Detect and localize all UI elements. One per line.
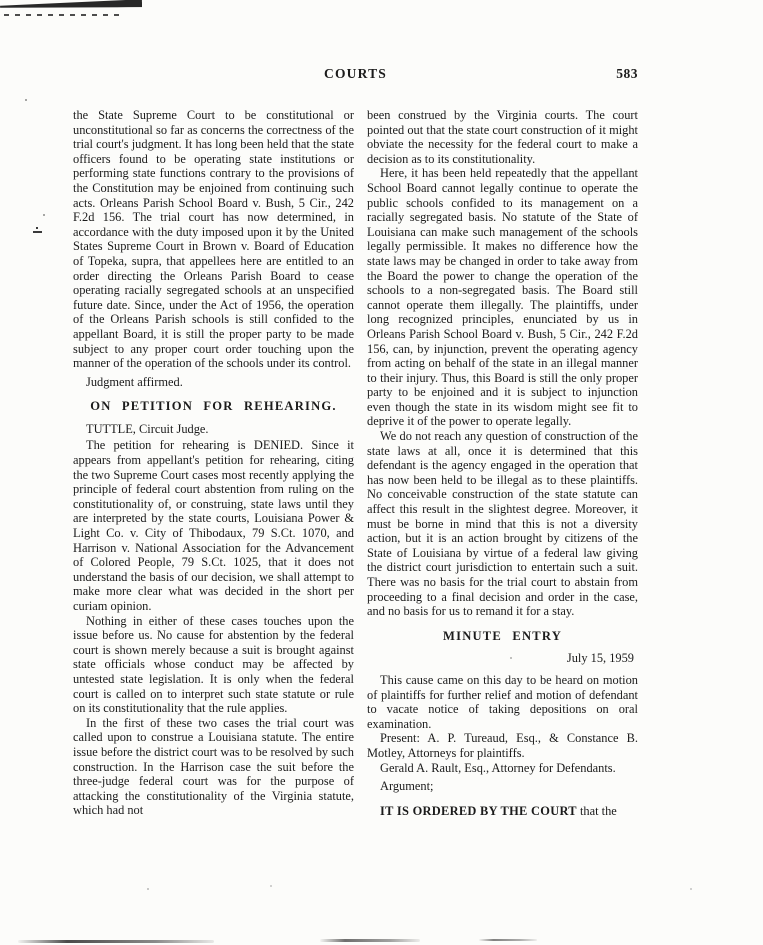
left-column xyxy=(73,108,354,818)
paragraph-ordered xyxy=(367,804,638,819)
paragraph-first-cases: In the first of these two cases the trial court was called upon to construe a Louisiana statute. The entire issue before the district court was to be resolved by such construction. In the Harrison case the suit before the three-judge federal court was for the purpose of attacking the constitutionality of the Virginia statute, which had not xyxy=(73,715,354,818)
ordered-bold-text: IT IS ORDERED BY THE COURT xyxy=(380,803,577,818)
paragraph-petition: The petition for rehearing is DENIED. Since it appears from appellant's petition for rehearing, citing the two Supreme Court cases most recently applying the principle of federal court abstention from ruling on the constitutionality of, or construing, state laws until they are interpreted by the state courts, Louisiana Power & Light Co. v. City of Thibodaux, 79 S.Ct. 1070, and Harrison v. National Association for the Advancement of Colored People, 79 S.Ct. 1025, that it does not understand the basis of our decision, we shall attempt to make more clear what was decided in the short per curiam opinion. xyxy=(73,438,354,613)
scan-bottom-smudge xyxy=(479,939,537,941)
scan-bottom-smudge xyxy=(18,940,214,943)
page-number: 583 xyxy=(616,66,638,81)
minute-entry-date: July 15, 1959 xyxy=(566,651,634,666)
judgment-line: Judgment affirmed. xyxy=(86,374,183,389)
paragraph-present: Present: A. P. Tureaud, Esq., & Constance B. Motley, Attorneys for plaintiffs. xyxy=(367,731,638,760)
minute-entry-heading: MINUTE ENTRY xyxy=(443,628,562,643)
scan-speck xyxy=(25,99,27,101)
paragraph-here: Here, it has been held repeatedly that the appellant School Board cannot legally continue to operate the public schools confided to its management on a racially segregated basis. No statute of the State of Louisiana can make such management of the schools legally permissible. It makes no difference how the state laws may be changed in order to take away from the Board the power to change the operation of the schools to a non-segregated basis. The Board still cannot operate them illegally. The plaintiffs, under long recognized principles, enunciated by us in Orleans Parish School Board v. Bush, 5 Cir., 242 F.2d 156, can, by injunction, prevent the operating agency from acting on behalf of the state in an illegal manner to their injury. Thus, this Board is still the only proper party to be enjoined and it is subject to injunction even though the state in its wisdom might see fit to deprive it of the power to operate legally. xyxy=(367,166,638,429)
paragraph-nothing: Nothing in either of these cases touches upon the issue before us. No cause for abstention by the federal court is shown merely because a suit is brought against state officials whose conduct may be affected by untested state legislation. It is only when the federal court is called on to interpret such state statute or rule on its constitutionality that the rule applies. xyxy=(73,613,354,716)
scan-speck xyxy=(270,885,272,887)
scan-margin-mark-dot xyxy=(36,227,38,229)
scan-speck xyxy=(690,888,692,890)
paragraph-this-cause: This cause came on this day to be heard on motion of plaintiffs for further relief and motion of defendant to vacate notice of taking depositions on oral examination. xyxy=(367,672,638,731)
scan-speck xyxy=(147,888,149,890)
paragraph-continuation: the State Supreme Court to be constitutional or unconstitutional so far as concerns the correctness of the trial court's judgment. It has long been held that the state officers found to be operating state institutions or performing state functions contrary to the provisions of the Constitution may be enjoined from continuing such acts. Orleans Parish School Board v. Bush, 5 Cir., 242 F.2d 156. The trial court has now determined, in accordance with the duty imposed upon it by the United States Supreme Court in Brown v. Board of Education of Topeka, supra, that appellees here are entitled to an order directing the Orleans Parish Board to cease operating racially segregated schools at an unspecified future date. Since, under the Act of 1956, the operation of the Orleans Parish schools is still confided to the appellant Board, it is still the proper party to be made subject to any proper court order touching upon the manner of the operation of the schools under its control. xyxy=(73,108,354,371)
scan-margin-mark xyxy=(33,231,42,233)
paragraph-we-do-not: We do not reach any question of construction of the state laws at all, once it is determined that this defendant is the agency engaged in the operation that has now been held to be illegal as to these plaintiffs. No conceivable construction of the state statute can affect this result in the slightest degree. Moreover, it must be borne in mind that this is not a diversity action, but it is an action brought by citizens of the State of Louisiana by virtue of a federal law giving the district court jurisdiction to entertain such a suit. There was no basis for the trial court to abstain from proceeding to a final decision and order in the case, and no basis for us to remand it for a stay. xyxy=(367,429,638,619)
right-column xyxy=(367,108,638,818)
paragraph-gerald: Gerald A. Rault, Esq., Attorney for Defendants. xyxy=(380,760,616,775)
running-head xyxy=(73,66,638,86)
rehearing-heading: ON PETITION FOR REHEARING. xyxy=(90,399,337,414)
judge-line: TUTTLE, Circuit Judge. xyxy=(86,421,209,436)
paragraph-continuation: been construed by the Virginia courts. The court pointed out that the state court construction of it might obviate the necessity for the federal court to make a decision as to its constitutionality. xyxy=(367,108,638,166)
running-head-title: COURTS xyxy=(324,66,387,81)
scan-bottom-smudge xyxy=(320,939,420,942)
ordered-rest-text: that the xyxy=(579,803,617,818)
paragraph-argument: Argument; xyxy=(380,779,434,794)
scan-speck xyxy=(43,214,45,216)
